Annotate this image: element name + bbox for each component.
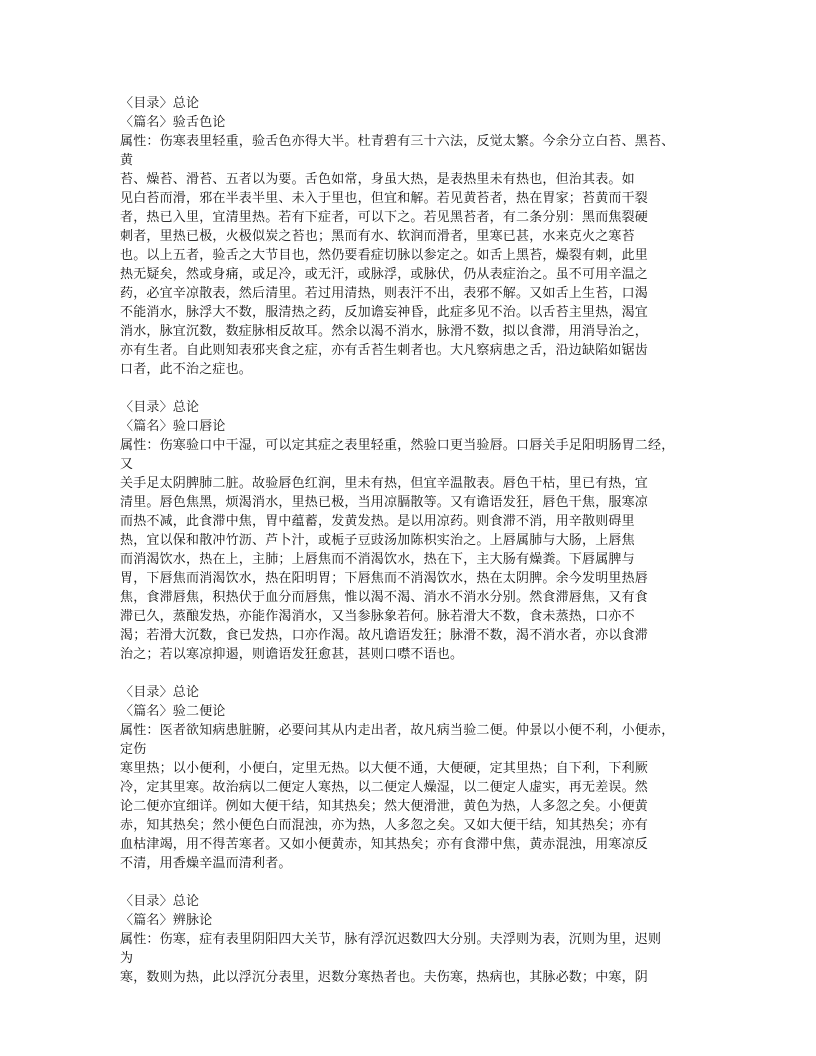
body-line: 血枯津竭，用不得苦寒者。又如小便黄赤，知其热矣；亦有食滞中焦，黄赤混浊，用寒凉反 [120,837,649,852]
body-line: 属性：伤寒验口中干湿，可以定其症之表里轻重，然验口更当验唇。口唇关手足阳明肠胃二经， [120,438,675,453]
body-line: 刺者，里热已极，火极似炭之苔也；黑而有水、软润而滑者，里寒已甚，水来克火之寒苔 [120,229,635,244]
catalog-line: 〈目录〉总论 [120,400,200,415]
body-line: 寒，数则为热，此以浮沉分表里，迟数分寒热者也。夫伤寒，热病也，其脉必数；中寒，阴 [120,970,649,985]
body-line: 属性：伤寒，症有表里阴阳四大关节，脉有浮沉迟数四大分别。夫浮则为表，沉则为里，迟则 [120,932,662,947]
body-line: 焦，食滞唇焦，积热伏于血分而唇焦，惟以渴不渴、消水不消水分别。然食滞唇焦，又有食 [120,590,649,605]
body-line: 苔、燥苔、滑苔、五者以为要。舌色如常，身虽大热，是表热里未有热也，但治其表。如 [120,172,635,187]
body-line: 属性：伤寒表里轻重，验舌色亦得大半。杜青碧有三十六法，反觉太繁。今余分立白苔、黑苔、 [120,134,675,149]
body-line: 属性：医者欲知病患脏腑，必要问其从内走出者，故凡病当验二便。仲景以小便不利，小便赤， [120,723,675,738]
section-lips [120,398,700,664]
section-tongue [120,94,700,379]
body-line: 渴；若滑大沉数，食已发热，口亦作渴。故凡谵语发狂；脉滑不数，渴不消水者，亦以食滞 [120,628,649,643]
chapter-title: 〈篇名〉验口唇论 [120,419,226,434]
body-line: 寒里热；以小便利，小便白，定里无热。以大便不通，大便硬，定其里热；自下利，下利厥 [120,761,649,776]
section-pulse [120,892,700,987]
body-line: 见白苔而滑，邪在半表半里、未入于里也，但宜和解。若见黄苔者，热在胃家；苔黄而干裂 [120,191,649,206]
body-line: 论二便亦宜细详。例如大便干结，知其热矣；然大便滑泄，黄色为热，人多忽之矣。小便黄 [120,799,649,814]
body-line: 热，宜以保和散冲竹沥、芦卜汁，或栀子豆豉汤加陈枳实治之。上唇属肺与大肠，上唇焦 [120,533,635,548]
body-line: 关手足太阴脾肺二脏。故验唇色红润，里未有热，但宜辛温散表。唇色干枯，里已有热，宜 [120,476,649,491]
body-line: 冷，定其里寒。故治病以二便定人寒热，以二便定人燥湿，以二便定人虚实，再无差误。然 [120,780,649,795]
body-line: 滞已久，蒸酿发热，亦能作渴消水，又当参脉象若何。脉若滑大不数，食未蒸热，口亦不 [120,609,635,624]
body-line: 不清，用香燥辛温而清利者。 [120,856,292,871]
body-line: 赤，知其热矣；然小便色白而混浊，亦为热，人多忽之矣。又如大便干结，知其热矣；亦有 [120,818,649,833]
body-line: 消水，脉宜沉数，数症脉相反故耳。然余以渴不消水，脉滑不数，拟以食滞，用消导治之， [120,324,649,339]
chapter-title: 〈篇名〉验二便论 [120,704,226,719]
body-line: 治之；若以寒凉抑遏，则谵语发狂愈甚，甚则口噤不语也。 [120,647,464,662]
body-line: 为 [120,951,134,966]
body-line: 者，热已入里，宜清里热。若有下症者，可以下之。若见黑苔者，有二条分别：黑而焦裂硬 [120,210,649,225]
body-line: 而消渴饮水，热在上，主肺；上唇焦而不消渴饮水，热在下，主大肠有燥粪。下唇属脾与 [120,552,635,567]
body-line: 清里。唇色焦黑，烦渴消水，里热已极，当用凉膈散等。又有谵语发狂，唇色干焦，服寒凉 [120,495,649,510]
catalog-line: 〈目录〉总论 [120,894,200,909]
chapter-title: 〈篇名〉辨脉论 [120,913,213,928]
section-excretions [120,683,700,873]
body-line: 不能消水，脉浮大不数，服清热之药，反加谵妄神昏，此症多见不治。以舌苔主里热，渴宜 [120,305,649,320]
body-line: 亦有生者。自此则知表邪夹食之症，亦有舌苔生刺者也。大凡察病患之舌，沿边缺陷如锯齿 [120,343,649,358]
body-line: 口者，此不治之症也。 [120,362,253,377]
body-line: 又 [120,457,134,472]
body-line: 而热不减，此食滞中焦，胃中蕴蓄，发黄发热。是以用凉药。则食滞不消，用辛散则碍里 [120,514,635,529]
chapter-title: 〈篇名〉验舌色论 [120,115,226,130]
catalog-line: 〈目录〉总论 [120,685,200,700]
catalog-line: 〈目录〉总论 [120,96,200,111]
body-line: 胃，下唇焦而消渴饮水，热在阳明胃；下唇焦而不消渴饮水，热在太阴脾。余今发明里热唇 [120,571,649,586]
body-line: 药，必宜辛凉散表，然后清里。若过用清热，则表汗不出，表邪不解。又如舌上生苔，口渴 [120,286,649,301]
body-line: 也。以上五者，验舌之大节目也，然仍要看症切脉以参定之。如舌上黑苔，燥裂有刺，此里 [120,248,649,263]
document-page [120,94,700,1006]
body-line: 定伤 [120,742,147,757]
body-line: 黄 [120,153,134,168]
body-line: 热无疑矣，然或身痛，或足冷，或无汗，或脉浮，或脉伏，仍从表症治之。虽不可用辛温之 [120,267,649,282]
